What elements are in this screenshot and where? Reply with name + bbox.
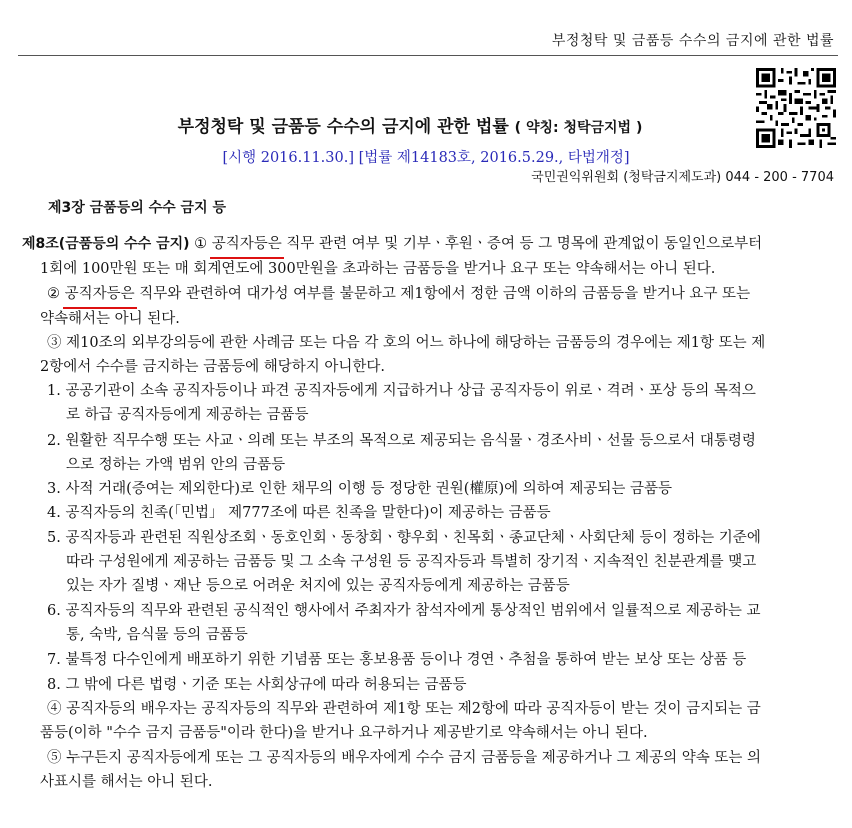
paragraph-number: ②: [47, 286, 60, 302]
paragraph-4-line-2: 품등(이하 "수수 금지 금품등"이라 한다)을 받거나 요구하거나 제공받기로 약속해서는 아니 된다.: [40, 725, 648, 741]
highlighted-subject: 공직자등은: [211, 236, 282, 252]
item-2-line-2: 으로 정하는 가액 범위 안의 금품등: [66, 457, 286, 473]
item-6-line-1: 6. 공직자등의 직무와 관련된 공식적인 행사에서 주최자가 참석자에게 통상적인 범위에서 일률적으로 제공하는 교: [47, 603, 761, 619]
enactment-info: [시행 2016.11.30.] [법률 제14183호, 2016.5.29., 타법개정]: [222, 150, 630, 166]
paragraph-2-line-2: 약속해서는 아니 된다.: [40, 311, 180, 327]
paragraph-3-line-2: 2항에서 수수를 금지하는 금품등에 해당하지 아니한다.: [40, 359, 386, 375]
item-3-line-1: 3. 사적 거래(증여는 제외한다)로 인한 채무의 이행 등 정당한 권원(權原)에 의하여 제공되는 금품등: [47, 481, 673, 497]
highlighted-subject: 공직자등은: [64, 286, 135, 302]
paragraph-3-line-1: ③ 제10조의 외부강의등에 관한 사례금 또는 다음 각 호의 어느 하나에 해당하는 금품등의 경우에는 제1항 또는 제: [47, 335, 766, 351]
item-6-line-2: 통, 숙박, 음식물 등의 금품등: [66, 627, 248, 643]
article-heading: 제8조(금품등의 수수 금지): [22, 236, 190, 252]
item-5-line-2: 따라 구성원에게 제공하는 금품등 및 그 소속 구성원 등 공직자등과 특별히 장기적ㆍ지속적인 친분관계를 맺고: [66, 554, 757, 570]
item-8-line-1: 8. 그 밖에 다른 법령ㆍ기준 또는 사회상규에 따라 허용되는 금품등: [47, 677, 467, 693]
header-divider: [18, 55, 838, 56]
law-title-abbreviation: ( 약칭: 청탁금지법 ): [514, 120, 643, 136]
paragraph-text: 직무와 관련하여 대가성 여부를 불문하고 제1항에서 정한 금액 이하의 금품등을 받거나 요구 또는: [139, 286, 751, 302]
item-1-line-2: 로 하급 공직자등에게 제공하는 금품등: [66, 407, 309, 423]
chapter-heading: 제3장 금품등의 수수 금지 등: [48, 200, 227, 216]
law-title: [0, 112, 820, 137]
law-title-main: 부정청탁 및 금품등 수수의 금지에 관한 법률: [177, 117, 509, 137]
paragraph-text: 직무 관련 여부 및 기부ㆍ후원ㆍ증여 등 그 명목에 관계없이 동일인으로부터: [286, 236, 763, 252]
item-5-line-3: 있는 자가 질병ㆍ재난 등으로 어려운 처지에 있는 공직자등에게 제공하는 금품등: [66, 578, 570, 594]
paragraph-4-line-1: ④ 공직자등의 배우자는 공직자등의 직무와 관련하여 제1항 또는 제2항에 따라 공직자등이 받는 것이 금지되는 금: [47, 701, 761, 717]
item-4-line-1: 4. 공직자등의 친족(「민법」 제777조에 따른 친족을 말한다)이 제공하는 금품등: [47, 505, 551, 521]
paragraph-2-line-1: [47, 285, 750, 303]
paragraph-5-line-1: ⑤ 누구든지 공직자등에게 또는 그 공직자등의 배우자에게 수수 금지 금품등을 제공하거나 그 제공의 약속 또는 의: [47, 750, 761, 766]
paragraph-1-line-2: 1회에 100만원 또는 매 회계연도에 300만원을 초과하는 금품등을 받거나 요구 또는 약속해서는 아니 된다.: [40, 261, 716, 277]
item-7-line-1: 7. 불특정 다수인에게 배포하기 위한 기념품 또는 홍보용품 등이나 경연ㆍ추첨을 통하여 받는 보상 또는 상품 등: [47, 652, 747, 668]
item-5-line-1: 5. 공직자등과 관련된 직원상조회ㆍ동호인회ㆍ동창회ㆍ향우회ㆍ친목회ㆍ종교단체ㆍ사회단체 등이 정하는 기준에: [47, 530, 761, 546]
item-2-line-1: 2. 원활한 직무수행 또는 사교ㆍ의례 또는 부조의 목적으로 제공되는 음식물ㆍ경조사비ㆍ선물 등으로서 대통령령: [47, 433, 756, 449]
item-1-line-1: 1. 공공기관이 소속 공직자등이나 파견 공직자등에게 지급하거나 상급 공직자등이 위로ㆍ격려ㆍ포상 등의 목적으: [47, 383, 756, 399]
paragraph-5-line-2: 사표시를 해서는 아니 된다.: [40, 774, 213, 790]
paragraph-1-line-1: [22, 235, 762, 253]
running-header: 부정청탁 및 금품등 수수의 금지에 관한 법률: [551, 33, 834, 49]
paragraph-number: ①: [194, 236, 208, 252]
responsible-agency: 국민권익위원회 (청탁금지제도과) 044 - 200 - 7704: [531, 170, 834, 185]
